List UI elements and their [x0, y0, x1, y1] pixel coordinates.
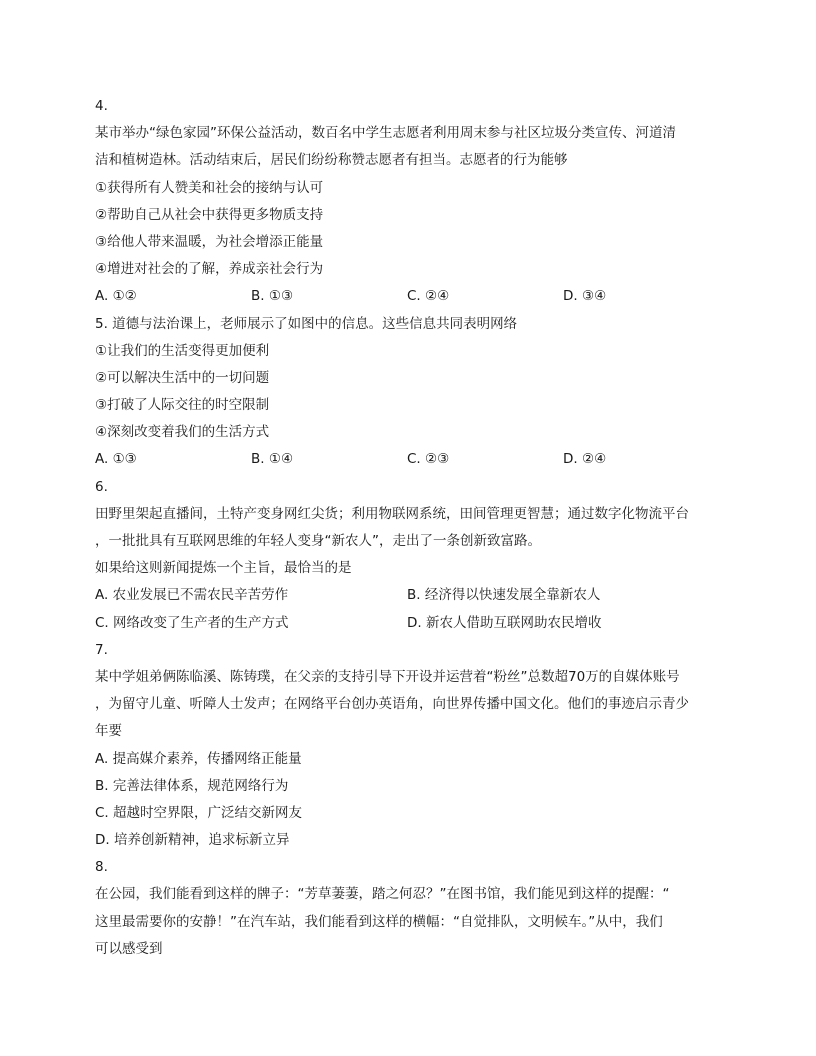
- statement-item: ③给他人带来温暖，为社会增添正能量: [95, 233, 324, 250]
- question-stem: 这里最需要你的安静！”在汽车站，我们能看到这样的横幅：“自觉排队，文明候车。”从中，我们: [95, 913, 663, 930]
- option-c: C. 网络改变了生产者的生产方式: [95, 614, 289, 631]
- question-stem: ，为留守儿童、听障人士发声；在网络平台创办英语角，向世界传播中国文化。他们的事迹启示青少: [95, 696, 689, 713]
- question-number: 8.: [95, 859, 108, 876]
- question-stem: 田野里架起直播间，土特产变身网红尖货；利用物联网系统，田间管理更智慧；通过数字化物流平台: [95, 505, 689, 522]
- question-5: [95, 311, 725, 474]
- answer-options: [95, 610, 725, 637]
- question-number: 7.: [95, 641, 108, 658]
- question-number: 6.: [95, 478, 108, 495]
- option-d: D. ②④: [563, 451, 607, 468]
- exam-page: [95, 93, 725, 963]
- question-7: [95, 637, 725, 855]
- question-prompt: 如果给这则新闻提炼一个主旨，最恰当的是: [95, 560, 352, 577]
- option-d: D. ③④: [563, 288, 607, 305]
- statement-item: ①让我们的生活变得更加便利: [95, 342, 270, 359]
- option-a: A. ①③: [95, 451, 137, 468]
- answer-options: [95, 283, 725, 310]
- question-stem: 5. 道德与法治课上，老师展示了如图中的信息。这些信息共同表明网络: [95, 315, 518, 332]
- statement-item: ③打破了人际交往的时空限制: [95, 397, 270, 414]
- option-a: A. 农业发展已不需农民辛苦劳作: [95, 587, 289, 604]
- statement-item: ①获得所有人赞美和社会的接纳与认可: [95, 179, 324, 196]
- option-a: A. 提高媒介素养，传播网络正能量: [95, 750, 302, 767]
- question-4: [95, 93, 725, 311]
- statement-item: ④深刻改变着我们的生活方式: [95, 424, 270, 441]
- question-8: [95, 854, 725, 963]
- question-number: 4.: [95, 98, 108, 114]
- option-d: D. 新农人借助互联网助农民增收: [407, 614, 602, 631]
- option-c: C. ②④: [407, 288, 450, 305]
- question-stem: 某中学姐弟俩陈临溪、陈铸璞，在父亲的支持引导下开设并运营着“粉丝”总数超70万的自媒体账号: [95, 668, 680, 685]
- answer-options: [95, 582, 725, 609]
- question-stem: 年要: [95, 723, 122, 740]
- statement-item: ②可以解决生活中的一切问题: [95, 369, 270, 386]
- answer-options: [95, 446, 725, 473]
- question-6: [95, 474, 725, 637]
- statement-item: ④增进对社会的了解，养成亲社会行为: [95, 261, 324, 278]
- option-b: B. 经济得以快速发展全靠新农人: [407, 587, 601, 604]
- question-stem: ，一批批具有互联网思维的年轻人变身“新农人”，走出了一条创新致富路。: [95, 533, 541, 549]
- option-b: B. ①④: [251, 451, 294, 468]
- question-stem: 可以感受到: [95, 940, 163, 957]
- option-b: B. 完善法律体系，规范网络行为: [95, 777, 289, 794]
- option-a: A. ①②: [95, 288, 137, 305]
- question-stem: 洁和植树造林。活动结束后，居民们纷纷称赞志愿者有担当。志愿者的行为能够: [95, 152, 568, 169]
- option-c: C. ②③: [407, 451, 450, 468]
- question-stem: 在公园，我们能看到这样的牌子：“芳草萋萋，踏之何忍？”在图书馆，我们能见到这样的提醒：“: [95, 886, 670, 903]
- option-d: D. 培养创新精神，追求标新立异: [95, 832, 290, 849]
- option-b: B. ①③: [251, 288, 294, 305]
- option-c: C. 超越时空界限，广泛结交新网友: [95, 804, 303, 821]
- question-stem: 某市举办“绿色家园”环保公益活动，数百名中学生志愿者利用周末参与社区垃圾分类宣传、河道清: [95, 125, 676, 142]
- statement-item: ②帮助自己从社会中获得更多物质支持: [95, 206, 324, 223]
